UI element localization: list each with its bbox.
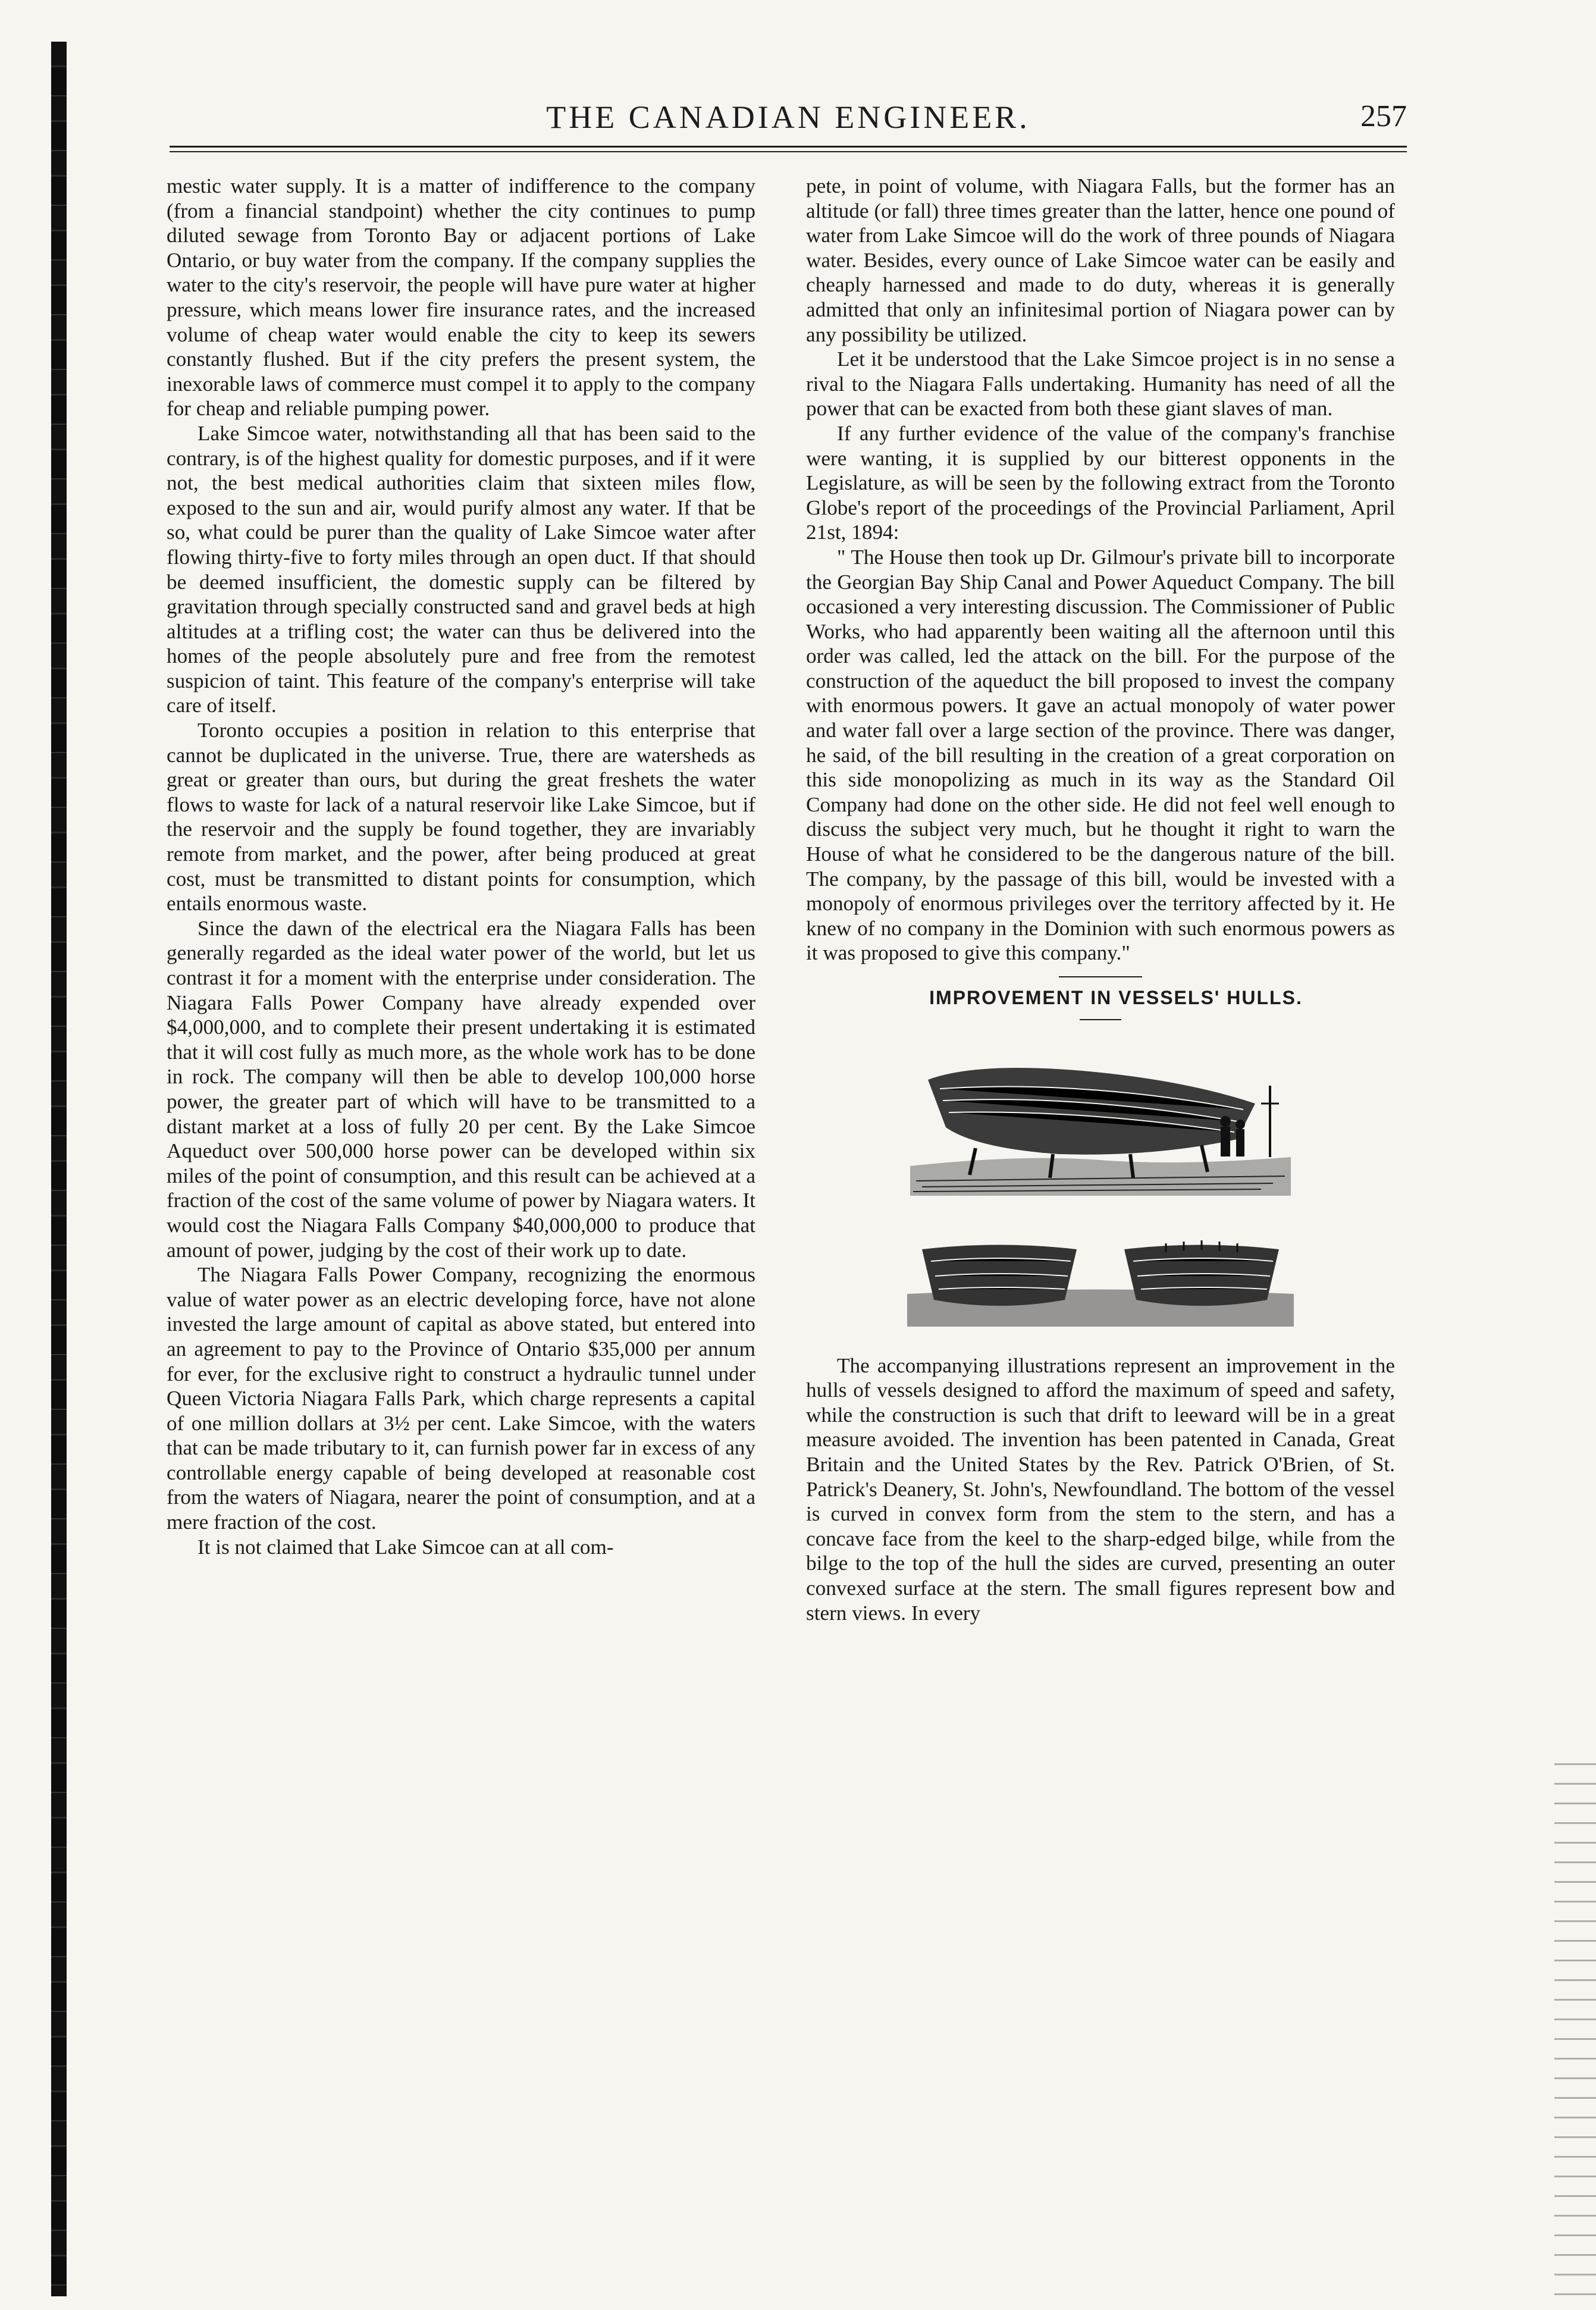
page-number: 257 bbox=[1360, 99, 1407, 133]
left-column bbox=[167, 174, 755, 1559]
hull-side-view-drawing bbox=[904, 1038, 1297, 1199]
left-paragraph-4: Since the dawn of the electrical era the Niagara Falls has been generally regarded as the ideal water power of the world, but let us contrast it for a moment with the enterprise under consideration. The Niagara Falls Power Company have already expended over $4,000,000, and to complete their present undertaking it is estimated that it will cost fully as much more, as the whole work has to be done in rock. The company will then be able to develop 100,000 horse power, the greater part of which will have to be transmitted to a distant market at a loss of fully 20 per cent. By the Lake Simcoe Aqueduct over 500,000 horse power can be developed within six miles of the point of consumption, and this result can be achieved at a fraction of the cost of the same volume of power by Niagara waters. It would cost the Niagara Falls Company $40,000,000 to produce that amount of power, judging by the cost of their work up to date. bbox=[167, 916, 755, 1262]
section-title-underline bbox=[1080, 1019, 1121, 1020]
left-paragraph-3: Toronto occupies a position in relation to this enterprise that cannot be duplicated in the universe. True, there are watersheds as great or greater than ours, but during the great freshets the water flows to waste for lack of a natural reservoir like Lake Simcoe, but if the reservoir and the supply be found together, they are invariably remote from market, and the power, after being produced at great cost, must be transmitted to distant points for consumption, which entails enormous waste. bbox=[167, 719, 755, 916]
header-rule-top bbox=[170, 146, 1407, 148]
right-paragraph-2: Let it be understood that the Lake Simcoe project is in no sense a rival to the Niagara Falls undertaking. Humanity has need of all the power that can be exacted from both these giant slaves of man. bbox=[806, 347, 1395, 421]
journal-title: THE CANADIAN ENGINEER. bbox=[546, 99, 1030, 135]
quoted-extract: " The House then took up Dr. Gilmour's private bill to incorporate the Georgian Bay Ship Canal and Power Aqueduct Company. The bill occasioned a very interesting discussion. The Commissioner of Public Works, who had apparently been waiting all the afternoon until this order was called, led the attack on the bill. For the purpose of the construction of the aqueduct the bill proposed to invest the company with enormous powers. It gave an actual monopoly of water power and water fall over a large section of the province. There was danger, he said, of the bill resulting in the creation of a great corporation on this side monopolizing as much in its way as the Standard Oil Company had done on the other side. He did not feel well enough to discuss the subject very much, but he thought it right to warn the House of what he considered to be the dangerous nature of the bill. The company, by the passage of this bill, would be invested with a monopoly of enormous privileges over the territory affected by it. He knew of no company in the Dominion with such enormous powers as it was proposed to give this company." bbox=[806, 545, 1395, 965]
right-paragraph-3: If any further evidence of the value of the company's franchise were wanting, it is supplied by our bitterest opponents in the Legislature, as will be seen by the following extract from the Toronto Globe's report of the proceedings of the Provincial Parliament, April 21st, 1894: bbox=[806, 421, 1395, 544]
hull-bow-stern-illustration bbox=[904, 1228, 1297, 1330]
hull-bow-stern-drawing bbox=[904, 1228, 1297, 1330]
right-paragraph-hulls: The accompanying illustrations represent an improvement in the hulls of vessels designed to afford the maximum of speed and safety, while the construction is such that drift to leeward will be in a great measure avoided. The invention has been patented in Canada, Great Britain and the United States by the Rev. Patrick O'Brien, of St. Patrick's Deanery, St. John's, Newfoundland. The bottom of the vessel is curved in convex form from the stem to the stern, and has a concave face from the keel to the sharp-edged bilge, while from the bilge to the top of the hull the sides are curved, presenting an outer convexed surface at the stern. The small figures represent bow and stern views. In every bbox=[806, 1353, 1395, 1625]
header-rule-bottom bbox=[170, 151, 1407, 152]
scan-binding-edge bbox=[51, 42, 67, 2296]
left-paragraph-5: The Niagara Falls Power Company, recognizing the enormous value of water power as an electric developing force, have not alone invested the large amount of capital as above stated, but entered into an agreement to pay to the Province of Ontario $35,000 per annum for ever, for the exclusive right to construct a hydraulic tunnel under Queen Victoria Niagara Falls Park, which charge represents a capital of one million dollars at 3½ per cent. Lake Simcoe, with the waters that can be made tributary to it, can furnish power far in excess of any controllable energy capable of being developed at reasonable cost from the waters of Niagara, nearer the point of consumption, and at a mere fraction of the cost. bbox=[167, 1263, 755, 1534]
section-title: IMPROVEMENT IN VESSELS' HULLS. bbox=[929, 987, 1303, 1008]
left-paragraph-1: mestic water supply. It is a matter of indifference to the company (from a financial standpoint) whether the city continues to pump diluted sewage from Toronto Bay or adjacent portions of Lake Ontario, or buy water from the company. If the company supplies the water to the city's reservoir, the people will have pure water at higher pressure, which means lower fire insurance rates, and the increased volume of cheap water would enable the city to keep its sewers constantly flushed. But if the city prefers the present system, the inexorable laws of commerce must compel it to apply to the company for cheap and reliable pumping power. bbox=[167, 174, 755, 421]
scan-edge-specks bbox=[1554, 1755, 1596, 2308]
section-divider bbox=[1059, 976, 1142, 977]
page-header bbox=[170, 94, 1407, 142]
hull-side-view-illustration bbox=[904, 1038, 1297, 1199]
right-column bbox=[806, 174, 1395, 1625]
left-paragraph-6: It is not claimed that Lake Simcoe can at all com- bbox=[197, 1535, 614, 1559]
right-paragraph-1: pete, in point of volume, with Niagara Falls, but the former has an altitude (or fall) three times greater than the latter, hence one pound of water from Lake Simcoe will do the work of three pounds of Niagara water. Besides, every ounce of Lake Simcoe water can be easily and cheaply harnessed and made to do duty, whereas it is generally admitted that only an infinitesimal portion of Niagara power can by any possibility be utilized. bbox=[806, 174, 1395, 346]
left-paragraph-2: Lake Simcoe water, notwithstanding all that has been said to the contrary, is of the highest quality for domestic purposes, and if it were not, the best medical authorities claim that sixteen miles flow, exposed to the sun and air, would purify almost any water. If that be so, what could be purer than the quality of Lake Simcoe water after flowing thirty-five to forty miles through an open duct. If that should be deemed insufficient, the domestic supply can be filtered by gravitation through specially constructed sand and gravel beds at high altitudes at a trifling cost; the water can thus be delivered into the homes of the people absolutely pure and free from the remotest suspicion of taint. This feature of the company's enterprise will take care of itself. bbox=[167, 421, 755, 717]
